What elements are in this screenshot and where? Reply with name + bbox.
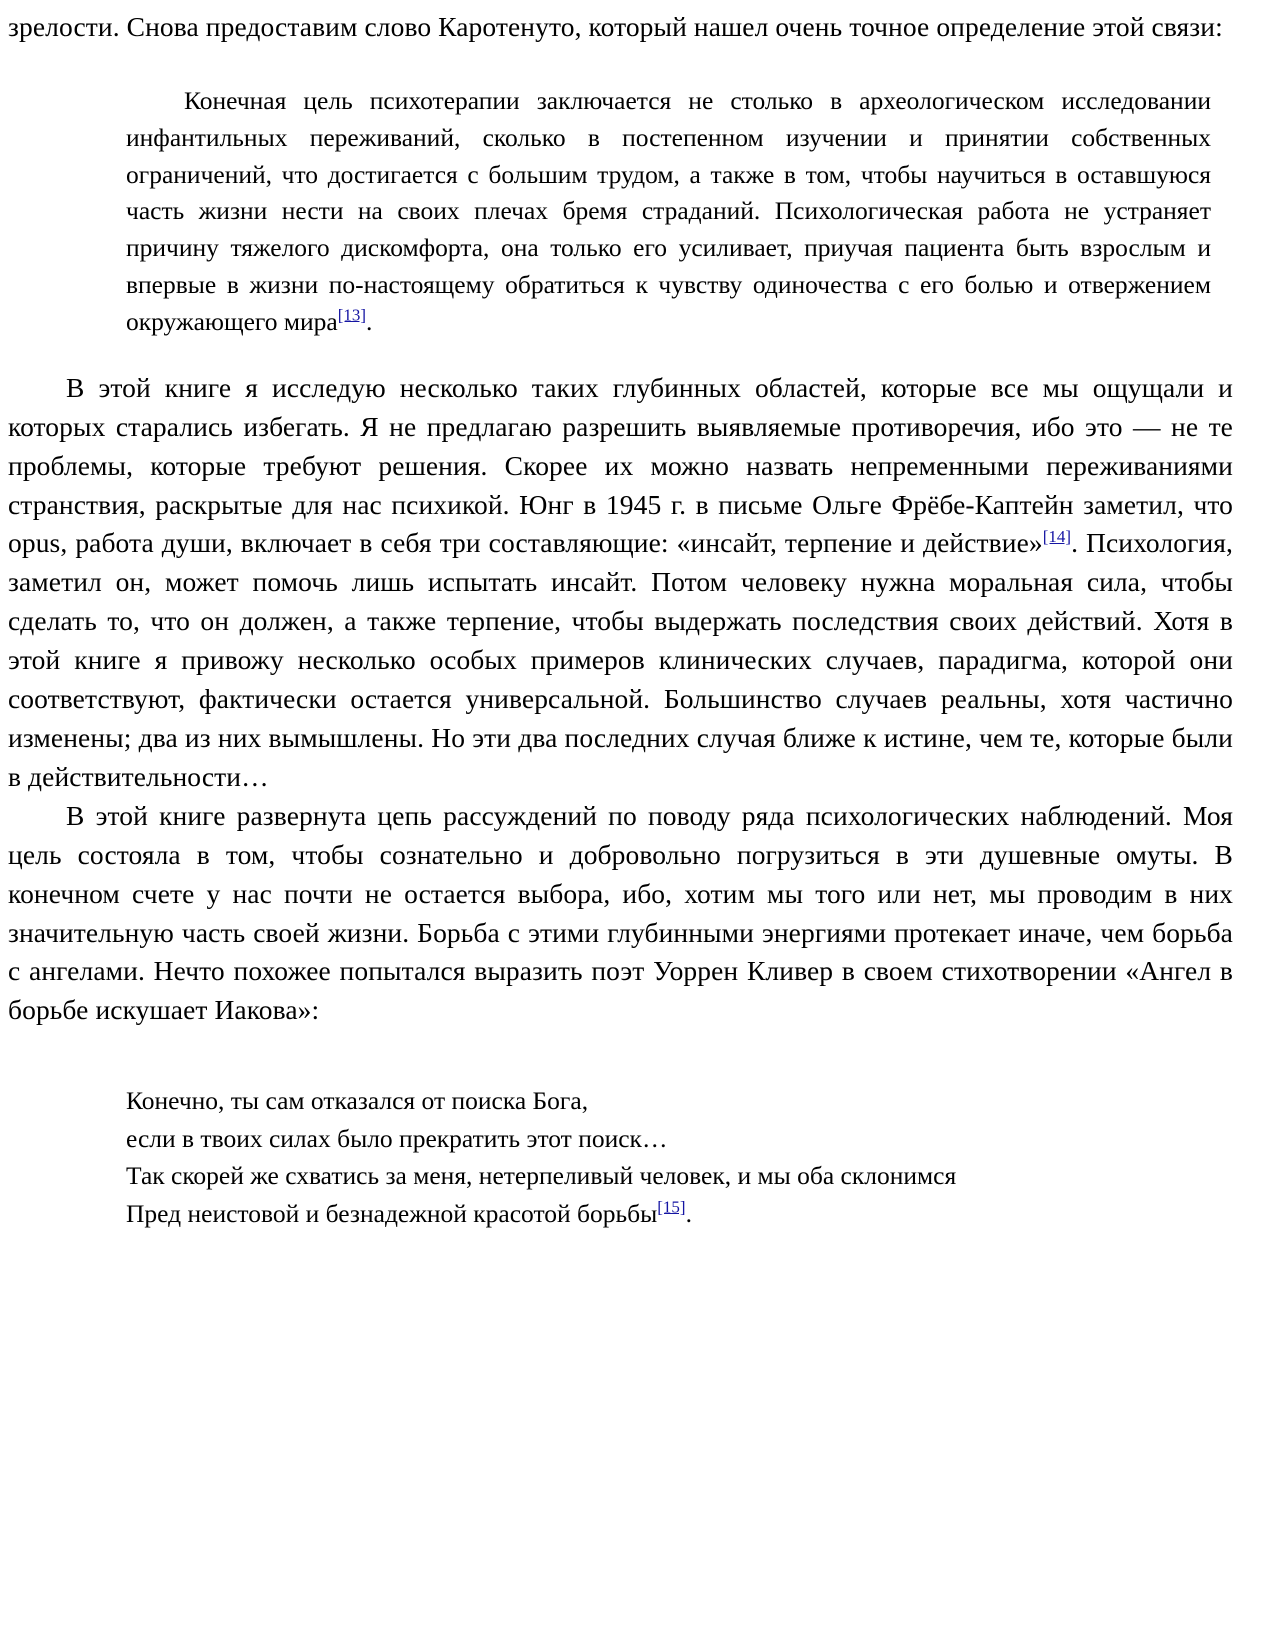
- blockquote-text-tail: .: [366, 306, 373, 336]
- spacer-after-blockquote: [8, 341, 1233, 369]
- poem-line-text: Пред неистовой и безнадежной красотой борьбы: [126, 1198, 658, 1228]
- footnote-ref-14[interactable]: [14]: [1042, 527, 1072, 547]
- lead-paragraph: зрелости. Снова предоставим слово Каротенуто, который нашел очень точное определение этой связи:: [8, 11, 1223, 42]
- blockquote-carotenuto: [126, 83, 1211, 341]
- body-paragraph-1-text-tail: . Психология, заметил он, может помочь лишь испытать инсайт. Потом человеку нужна моральная сила, чтобы сделать то, что он должен, а также терпение, чтобы выдержать последствия своих действий. Хотя в этой книге я привожу несколько особых примеров клинических случаев, парадигма, которой они соответствуют, фактически остается универсальной. Большинство случаев реальны, хотя частично изменены; два из них вымышлены. Но эти два последних случая ближе к истине, чем те, которые были в действительности…: [8, 527, 1233, 792]
- blockquote-text: Конечная цель психотерапии заключается не столько в археологическом исследовании инфантильных переживаний, сколько в постепенном изучении и принятии собственных ограничений, что достигается с большим трудом, а также в том, чтобы научиться в оставшуюся часть жизни нести на своих плечах бремя страданий. Психологическая работа не устраняет причину тяжелого дискомфорта, она только его усиливает, приучая пациента быть взрослым и впервые в жизни по-настоящему обратиться к чувству одиночества с его болью и отвержением окружающего мира: [126, 85, 1211, 336]
- footnote-ref-13[interactable]: [13]: [337, 305, 367, 325]
- poem-line-tail: .: [685, 1198, 692, 1228]
- body-paragraph-2: В этой книге развернута цепь рассуждений по поводу ряда психологических наблюдений. Моя цель состояла в том, чтобы сознательно и добровольно погрузиться в эти душевные омуты. В конечном счете у нас почти не остается выбора, ибо, хотим мы того или нет, мы проводим в них значительную часть своей жизни. Борьба с этими глубинными энергиями протекает иначе, чем борьба с ангелами. Нечто похожее попытался выразить поэт Уоррен Кливер в своем стихотворении «Ангел в борьбе искушает Иакова»:: [8, 799, 1233, 1026]
- spacer-before-poem: [8, 1030, 1233, 1082]
- poem-line: если в твоих силах было прекратить этот поиск…: [126, 1123, 668, 1153]
- poem-line: Так скорей же схватись за меня, нетерпеливый человек, и мы оба склонимся: [126, 1161, 957, 1191]
- poem-block: [126, 1082, 1233, 1232]
- body-paragraph-1: [8, 369, 1233, 797]
- poem-line-last: [126, 1195, 1233, 1232]
- body-paragraph-1-text: В этой книге я исследую несколько таких глубинных областей, которые все мы ощущали и которых старались избегать. Я не предлагаю разрешить выявляемые противоречия, ибо это — не те проблемы, которые требуют решения. Скорее их можно назвать непременными переживаниями странствия, раскрытые для нас психикой. Юнг в 1945 г. в письме Ольге Фрёбе-Каптейн заметил, что opus, работа души, включает в себя три составляющие: «инсайт, терпение и действие»: [8, 371, 1233, 559]
- document-body: [8, 8, 1233, 1232]
- footnote-ref-15[interactable]: [15]: [657, 1197, 686, 1217]
- spacer-after-lead: [8, 47, 1233, 83]
- poem-line: Конечно, ты сам отказался от поиска Бога,: [126, 1086, 589, 1116]
